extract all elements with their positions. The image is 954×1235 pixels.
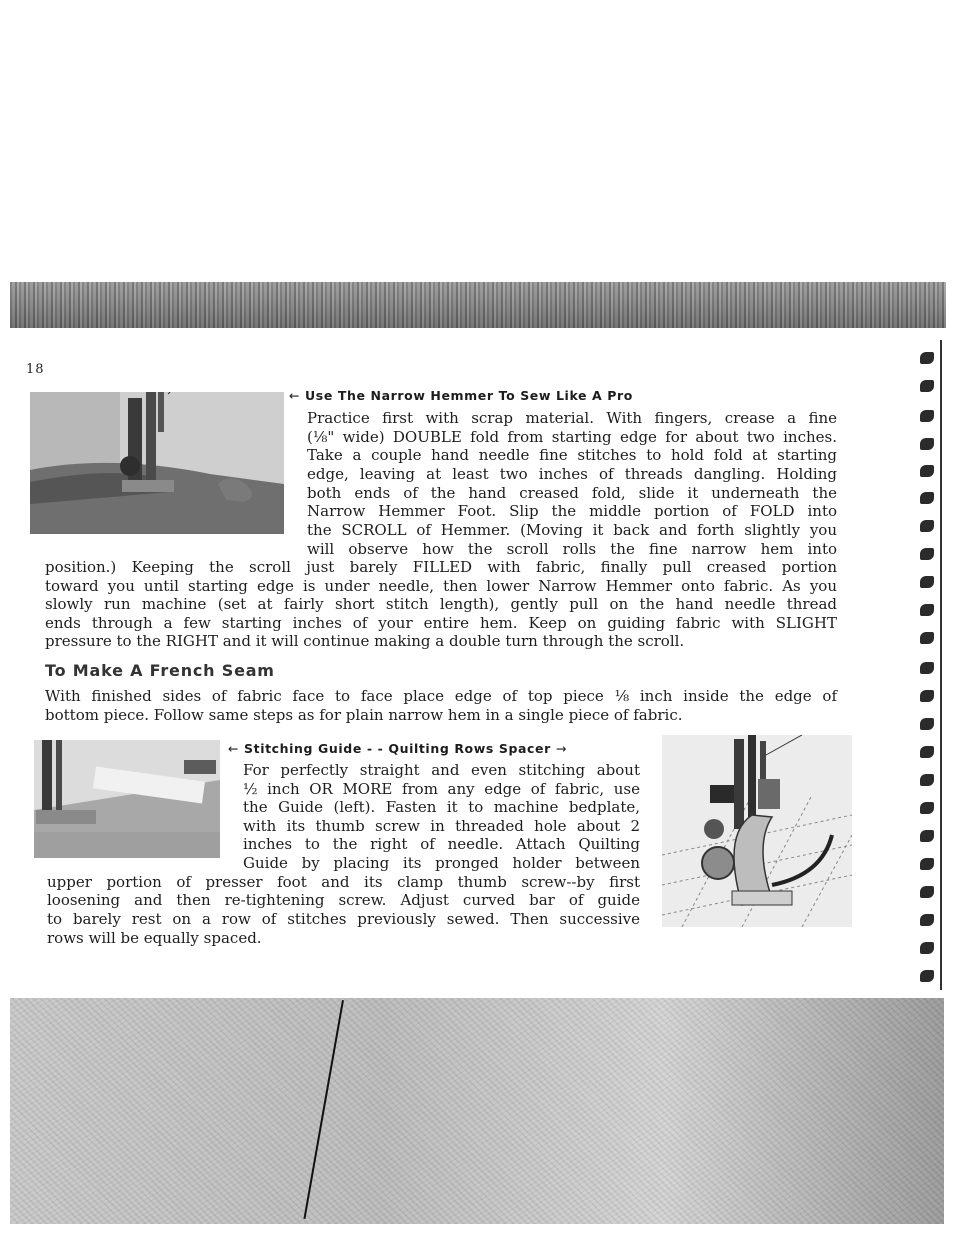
binding-ring xyxy=(920,662,934,674)
paragraph-line: rows will be equally spaced. xyxy=(47,929,262,947)
narrow-hemmer-illustration xyxy=(30,392,284,534)
paragraph-line: bottom piece. Follow same steps as for plain narrow hem in a single piece of fabric. xyxy=(45,706,683,724)
top-photo-band xyxy=(10,282,946,328)
paragraph-line: position.) Keeping the scroll just barely FILLED with fabric, finally pull creased portion xyxy=(45,558,837,576)
binding-ring xyxy=(920,942,934,954)
binding-ring xyxy=(920,858,934,870)
binding-ring xyxy=(920,410,934,422)
paragraph-line: inches to the right of needle. Attach Quilting xyxy=(243,835,640,853)
binding-ring xyxy=(920,886,934,898)
french-seam-heading: To Make A French Seam xyxy=(45,661,275,680)
binding-ring xyxy=(920,774,934,786)
binding-ring xyxy=(920,465,934,477)
binding-ring xyxy=(920,352,934,364)
heading-arrow-left: ← xyxy=(228,741,240,756)
paragraph-line: slowly run machine (set at fairly short stitch length), gently pull on the hand needle thread xyxy=(45,595,837,613)
binding-ring xyxy=(920,802,934,814)
binding-ring xyxy=(920,914,934,926)
paragraph-line: Practice first with scrap material. With fingers, crease a fine xyxy=(307,409,837,427)
binding-ring xyxy=(920,718,934,730)
paragraph-line: with its thumb screw in threaded hole about 2 xyxy=(243,817,640,835)
paragraph-line: to barely rest on a row of stitches previously sewed. Then successive xyxy=(47,910,640,928)
binding-ring xyxy=(920,520,934,532)
binding-ring xyxy=(920,492,934,504)
quilting-guide-photo xyxy=(662,735,852,927)
paragraph-line: will observe how the scroll rolls the fine narrow hem into xyxy=(307,540,837,558)
paragraph-line: pressure to the RIGHT and it will continue making a double turn through the scroll. xyxy=(45,632,685,650)
binding-ring xyxy=(920,576,934,588)
paragraph-line: With finished sides of fabric face to face place edge of top piece ⅛ inch inside the edge of xyxy=(45,687,837,705)
paragraph-line: upper portion of presser foot and its clamp thumb screw--by first xyxy=(47,873,640,891)
paragraph-line: Take a couple hand needle fine stitches to hold fold at starting xyxy=(307,446,837,464)
paragraph-line: loosening and then re-tightening screw. Adjust curved bar of guide xyxy=(47,891,640,909)
paragraph-line: Guide by placing its pronged holder between xyxy=(243,854,640,872)
paragraph-line: ½ inch OR MORE from any edge of fabric, use xyxy=(243,780,640,798)
binding-ring xyxy=(920,746,934,758)
paragraph-line: toward you until starting edge is under needle, then lower Narrow Hemmer onto fabric. As you xyxy=(45,577,837,595)
binding-ring xyxy=(920,970,934,982)
paragraph-line: Narrow Hemmer Foot. Slip the middle portion of FOLD into xyxy=(307,502,837,520)
narrow-hemmer-heading xyxy=(289,388,633,403)
paragraph-line: (⅛" wide) DOUBLE fold from starting edge for about two inches. xyxy=(307,428,837,446)
paragraph-line: ends through a few starting inches of your entire hem. Keep on guiding fabric with SLIGHT xyxy=(45,614,837,632)
binding-ring xyxy=(920,830,934,842)
binding-ring xyxy=(920,632,934,644)
paragraph-line: the SCROLL of Hemmer. (Moving it back and forth slightly you xyxy=(307,521,837,539)
paragraph-line: For perfectly straight and even stitching about xyxy=(243,761,640,779)
binding-ring xyxy=(920,604,934,616)
binding-ring xyxy=(920,690,934,702)
heading-arrow: ← xyxy=(289,388,301,403)
narrow-hemmer-photo xyxy=(30,392,284,534)
binding-ring xyxy=(920,438,934,450)
binding-ring xyxy=(920,548,934,560)
paragraph-line: both ends of the hand creased fold, slide it underneath the xyxy=(307,484,837,502)
stitching-guide-photo xyxy=(34,740,220,858)
paragraph-line: the Guide (left). Fasten it to machine bedplate, xyxy=(243,798,640,816)
heading-arrow-right: → xyxy=(555,741,567,756)
quilting-guide-heading xyxy=(228,741,567,756)
page-number: 18 xyxy=(26,362,45,377)
bottom-photo-panel xyxy=(10,998,944,1224)
quilting-guide-heading-text: Stitching Guide - - Quilting Rows Spacer xyxy=(244,741,551,756)
narrow-hemmer-heading-text: Use The Narrow Hemmer To Sew Like A Pro xyxy=(305,388,633,403)
binding-ring xyxy=(920,380,934,392)
binding-edge-line xyxy=(940,340,942,990)
quilting-guide-illustration xyxy=(662,735,852,927)
spiral-binding xyxy=(912,340,948,1000)
stitching-guide-illustration xyxy=(34,740,220,858)
paragraph-line: edge, leaving at least two inches of threads dangling. Holding xyxy=(307,465,837,483)
